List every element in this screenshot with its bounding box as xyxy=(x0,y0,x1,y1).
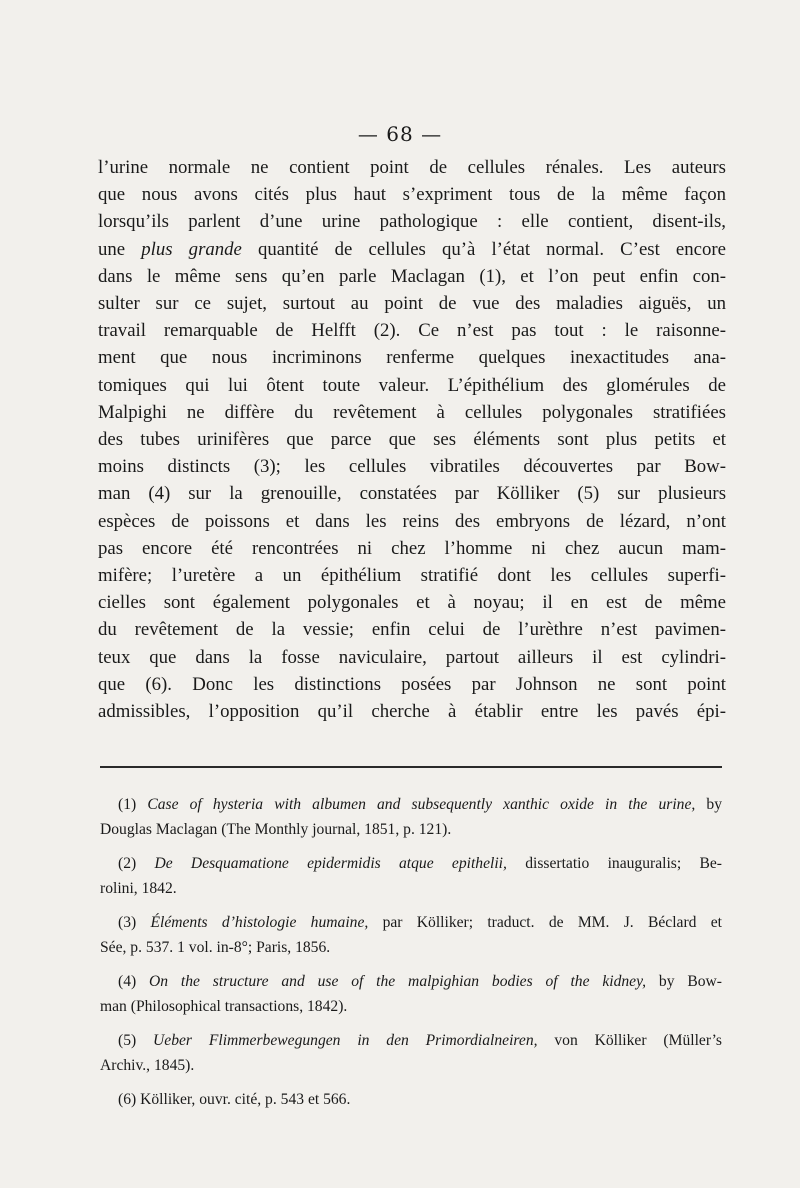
italic-phrase: plus grande xyxy=(141,238,242,260)
body-line: du revêtement de la vessie; enfin celui de l’urèthre n’est pavimen- xyxy=(98,619,726,641)
footnote-3 xyxy=(100,911,722,960)
footnote-1 xyxy=(100,793,722,842)
footnote-text: rolini, 1842. xyxy=(100,879,177,897)
footnote-2 xyxy=(100,852,722,901)
body-line: Malpighi ne diffère du revêtement à cellules polygonales stratifiées xyxy=(98,401,726,423)
body-line: ment que nous incriminons renferme quelques inexactitudes ana- xyxy=(98,347,726,369)
footnote-text: by xyxy=(706,796,723,813)
footnote-6 xyxy=(100,1088,722,1113)
body-text xyxy=(98,154,726,725)
footnote-text: Douglas Maclagan (The Monthly journal, 1851, p. 121). xyxy=(100,820,452,838)
body-line: des tubes urinifères que parce que ses éléments sont plus petits et xyxy=(98,429,726,451)
page-number: — 68 — xyxy=(357,122,443,146)
body-line: teux que dans la fosse naviculaire, partout ailleurs il est cylindri- xyxy=(98,646,726,668)
footnote-text: dissertatio inauguralis; Be- xyxy=(525,855,722,872)
body-line: sulter sur ce sujet, surtout au point de vue des maladies aiguës, un xyxy=(98,293,726,315)
footnote-text: Archiv., 1845). xyxy=(100,1056,195,1074)
footnote-text: Kölliker, ouvr. cité, p. 543 et 566. xyxy=(140,1091,351,1108)
footnote-text: Sée, p. 537. 1 vol. in-8°; Paris, 1856. xyxy=(100,938,331,956)
body-fragment: quantité de cellules qu’à l’état normal. C’est encore xyxy=(258,238,726,260)
body-line: moins distincts (3); les cellules vibratiles découvertes par Bow- xyxy=(98,456,726,478)
footnote-divider xyxy=(100,766,722,768)
footnote-number: (6) xyxy=(118,1091,137,1108)
footnote-text: par Kölliker; traduct. de MM. J. Béclard et xyxy=(382,914,722,931)
body-line: cielles sont également polygonales et à noyau; il en est de même xyxy=(98,592,726,614)
body-line: mifère; l’uretère a un épithélium stratifié dont les cellules superfi- xyxy=(98,565,726,587)
body-word: une xyxy=(98,238,126,260)
footnotes xyxy=(100,793,722,1123)
footnote-title: Case of hysteria with albumen and subsequently xanthic oxide in the urine, xyxy=(147,796,696,813)
footnote-number: (3) xyxy=(118,914,137,931)
body-line: que nous avons cités plus haut s’expriment tous de la même façon xyxy=(98,184,726,206)
footnote-title: Éléments d’histologie humaine, xyxy=(150,914,369,931)
body-line: lorsqu’ils parlent d’une urine pathologique : elle contient, disent-ils, xyxy=(98,211,726,233)
body-line: l’urine normale ne contient point de cellules rénales. Les auteurs xyxy=(98,157,726,178)
footnote-title: De Desquamatione epidermidis atque epithelii, xyxy=(154,855,507,872)
footnote-number: (5) xyxy=(118,1032,137,1049)
body-line: pas encore été rencontrées ni chez l’homme ni chez aucun mam- xyxy=(98,537,726,559)
footnote-number: (1) xyxy=(118,796,137,813)
body-line xyxy=(98,236,726,263)
body-line: admissibles, l’opposition qu’il cherche à établir entre les pavés épi- xyxy=(98,701,726,723)
footnote-number: (2) xyxy=(118,855,137,872)
body-line: dans le même sens qu’en parle Maclagan (1), et l’on peut enfin con- xyxy=(98,265,726,287)
footnote-title: On the structure and use of the malpighian bodies of the kidney, xyxy=(149,973,647,990)
footnote-text: man (Philosophical transactions, 1842). xyxy=(100,997,348,1015)
body-line: tomiques qui lui ôtent toute valeur. L’épithélium des glomérules de xyxy=(98,374,726,396)
footnote-text: von Kölliker (Müller’s xyxy=(554,1032,722,1049)
body-line: man (4) sur la grenouille, constatées par Kölliker (5) sur plusieurs xyxy=(98,483,726,505)
body-line: espèces de poissons et dans les reins des embryons de lézard, n’ont xyxy=(98,510,726,532)
body-line: travail remarquable de Helfft (2). Ce n’est pas tout : le raisonne- xyxy=(98,320,726,342)
footnote-4 xyxy=(100,970,722,1019)
footnote-title: Ueber Flimmerbewegungen in den Primordialneiren, xyxy=(153,1032,538,1049)
footnote-text: by Bow- xyxy=(658,973,722,990)
body-line: que (6). Donc les distinctions posées par Johnson ne sont point xyxy=(98,673,726,695)
footnote-number: (4) xyxy=(118,973,137,990)
footnote-5 xyxy=(100,1029,722,1078)
